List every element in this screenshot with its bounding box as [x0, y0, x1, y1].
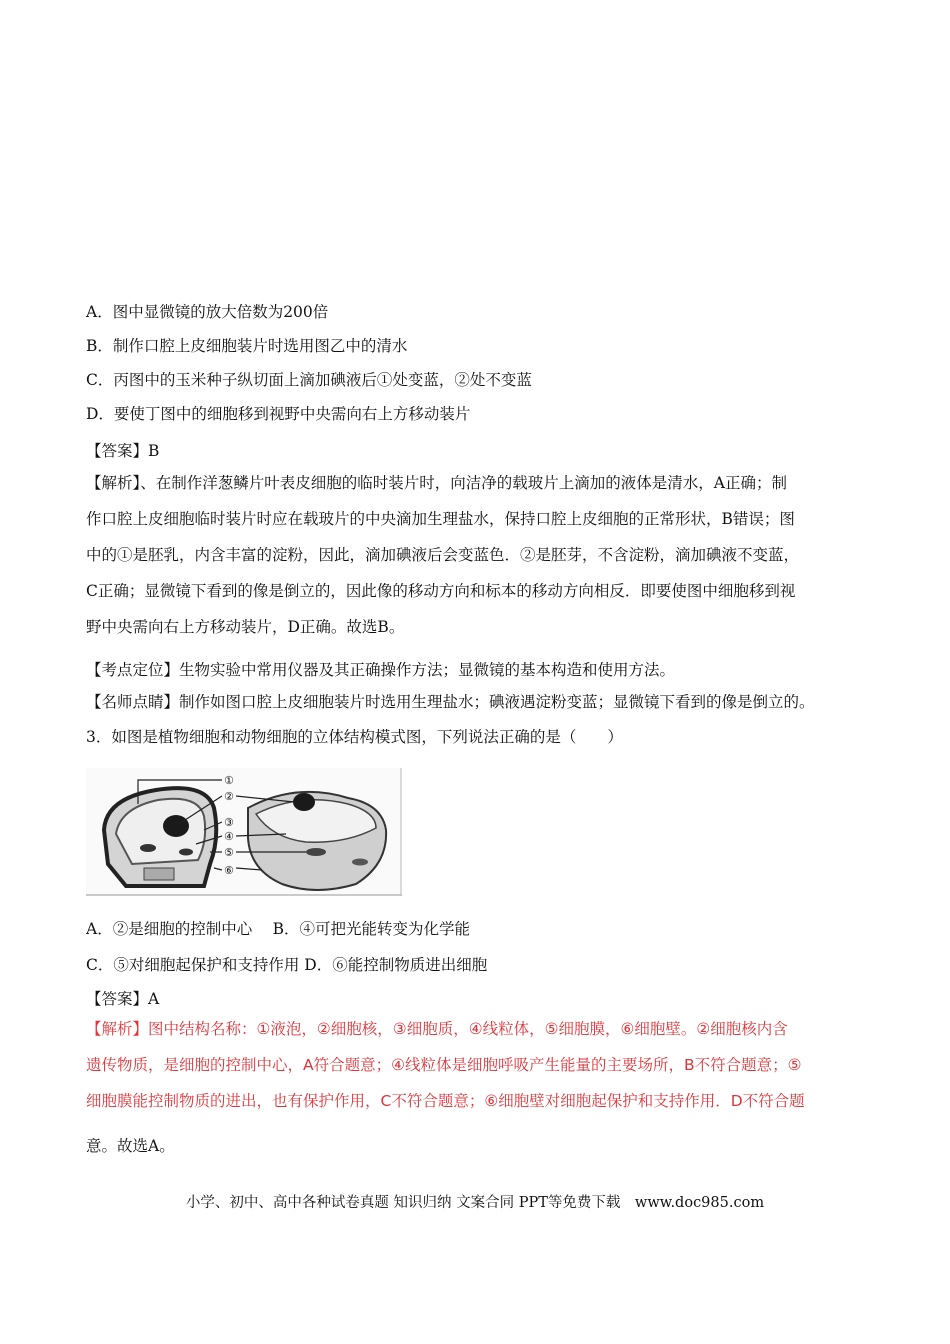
q3-question: 3．如图是植物细胞和动物细胞的立体结构模式图，下列说法正确的是（ ） [86, 728, 623, 746]
q2-option-c: C．丙图中的玉米种子纵切面上滴加碘液后①处变蓝，②处不变蓝 [86, 371, 532, 389]
q2-option-b: B．制作口腔上皮细胞装片时选用图乙中的清水 [86, 337, 408, 355]
figure-label-3: ③ [224, 816, 234, 829]
q3-analysis-line: 细胞膜能控制物质的进出，也有保护作用，C不符合题意；⑥细胞壁对细胞起保护和支持作用．D不符合题 [86, 1092, 805, 1110]
q2-option-a: A．图中显微镜的放大倍数为200倍 [86, 303, 329, 321]
q3-answer: 【答案】A [86, 990, 160, 1008]
q3-options-row2: C．⑤对细胞起保护和支持作用 D．⑥能控制物质进出细胞 [86, 956, 488, 974]
q2-analysis-line: 【解析】、在制作洋葱鳞片叶表皮细胞的临时装片时，向洁净的载玻片上滴加的液体是清水，A正确；制 [86, 474, 787, 492]
q3-analysis [86, 1011, 866, 1119]
plant-cell-drawing [104, 788, 216, 886]
figure-label-1: ① [224, 774, 234, 787]
q3-options-row1: A．②是细胞的控制中心 B．④可把光能转变为化学能 [86, 920, 471, 938]
q2-option-d: D．要使丁图中的细胞移到视野中央需向右上方移动装片 [86, 405, 471, 423]
q2-analysis-line: 野中央需向右上方移动装片，D正确。故选B。 [86, 618, 405, 636]
q2-answer: 【答案】B [86, 442, 160, 460]
q2-analysis [86, 465, 866, 645]
figure-label-4: ④ [224, 830, 234, 843]
q2-analysis-line: C正确；显微镜下看到的像是倒立的，因此像的移动方向和标本的移动方向相反．即要使图中细胞移到视 [86, 582, 796, 600]
figure-label-5: ⑤ [224, 846, 234, 859]
q3-analysis-end: 意。故选A。 [86, 1137, 175, 1155]
cell-structure-figure [86, 768, 402, 896]
q3-analysis-line: 【解析】图中结构名称：①液泡，②细胞核，③细胞质，④线粒体，⑤细胞膜，⑥细胞壁。②细胞核内含 [86, 1020, 788, 1038]
q2-analysis-line: 中的①是胚乳，内含丰富的淀粉，因此，滴加碘液后会变蓝色．②是胚芽，不含淀粉，滴加碘液不变蓝， [86, 546, 800, 564]
figure-label-2: ② [224, 790, 234, 803]
animal-cell-drawing [248, 792, 386, 890]
q2-mingshi: 【名师点睛】制作如图口腔上皮细胞装片时选用生理盐水；碘液遇淀粉变蓝；显微镜下看到的像是倒立的。 [86, 693, 815, 711]
q2-kaodian: 【考点定位】生物实验中常用仪器及其正确操作方法；显微镜的基本构造和使用方法。 [86, 661, 676, 679]
q2-analysis-line: 作口腔上皮细胞临时装片时应在载玻片的中央滴加生理盐水，保持口腔上皮细胞的正常形状，B错误；图 [86, 510, 795, 528]
figure-label-6: ⑥ [224, 864, 234, 877]
page-footer: 小学、初中、高中各种试卷真题 知识归纳 文案合同 PPT等免费下载 www.doc985.com [185, 1195, 765, 1211]
q3-analysis-line: 遗传物质，是细胞的控制中心，A符合题意；④线粒体是细胞呼吸产生能量的主要场所，B不符合题意；⑤ [86, 1056, 802, 1074]
